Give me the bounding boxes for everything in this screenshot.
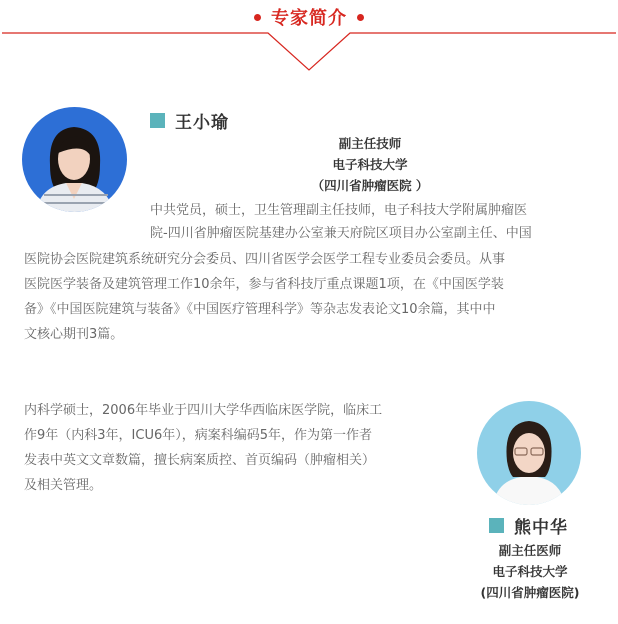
header-title-text: 专家简介 [271, 8, 347, 29]
bio-line: 医院协会医院建筑系统研究分会委员、四川省医学会医学工程专业委员会委员。从事 [24, 252, 506, 267]
bio-line: 备》《中国医院建筑与装备》《中国医疗管理科学》等杂志发表论文10余篇，其中中 [24, 302, 496, 317]
bio-line: 作9年（内科3年，ICU6年），病案科编码5年，作为第一作者 [24, 428, 373, 443]
expert-affiliation: 电子科技大学 [332, 157, 408, 172]
expert-hospital: （四川省肿瘤医院 ） [311, 178, 429, 193]
dot-icon [254, 14, 261, 21]
expert-name: 王小瑜 [175, 113, 229, 133]
bio-line: 内科学硕士，2006年毕业于四川大学华西临床医学院，临床工 [24, 403, 383, 418]
expert-titles [290, 133, 450, 196]
bio-line: 文核心期刊3篇。 [24, 327, 124, 342]
expert-titles [452, 540, 608, 603]
expert-name-row [150, 108, 229, 133]
bio-line: 院-四川省肿瘤医院基建办公室兼天府院区项目办公室副主任、中国 [150, 226, 532, 241]
square-marker-icon [489, 518, 504, 533]
bio-line: 及相关管理。 [24, 478, 103, 493]
expert-name: 熊中华 [514, 518, 568, 538]
expert-photo-xiong [477, 401, 581, 505]
bio-line: 中共党员，硕士，卫生管理副主任技师，电子科技大学附属肿瘤医 [150, 203, 528, 218]
expert-affiliation: 电子科技大学 [492, 564, 568, 579]
expert-title: 副主任医师 [498, 543, 562, 558]
header-title [0, 4, 618, 30]
dot-icon [357, 14, 364, 21]
expert-title: 副主任技师 [338, 136, 402, 151]
section-header [0, 0, 618, 75]
expert-hospital: (四川省肿瘤医院) [480, 585, 580, 600]
expert-photo-wang [22, 107, 127, 212]
square-marker-icon [150, 113, 165, 128]
expert-name-row [489, 513, 568, 538]
bio-line: 医院医学装备及建筑管理工作10余年，参与省科技厅重点课题1项，在《中国医学装 [24, 277, 504, 292]
bio-line: 发表中英文文章数篇，擅长病案质控、首页编码（肿瘤相关） [24, 453, 376, 468]
